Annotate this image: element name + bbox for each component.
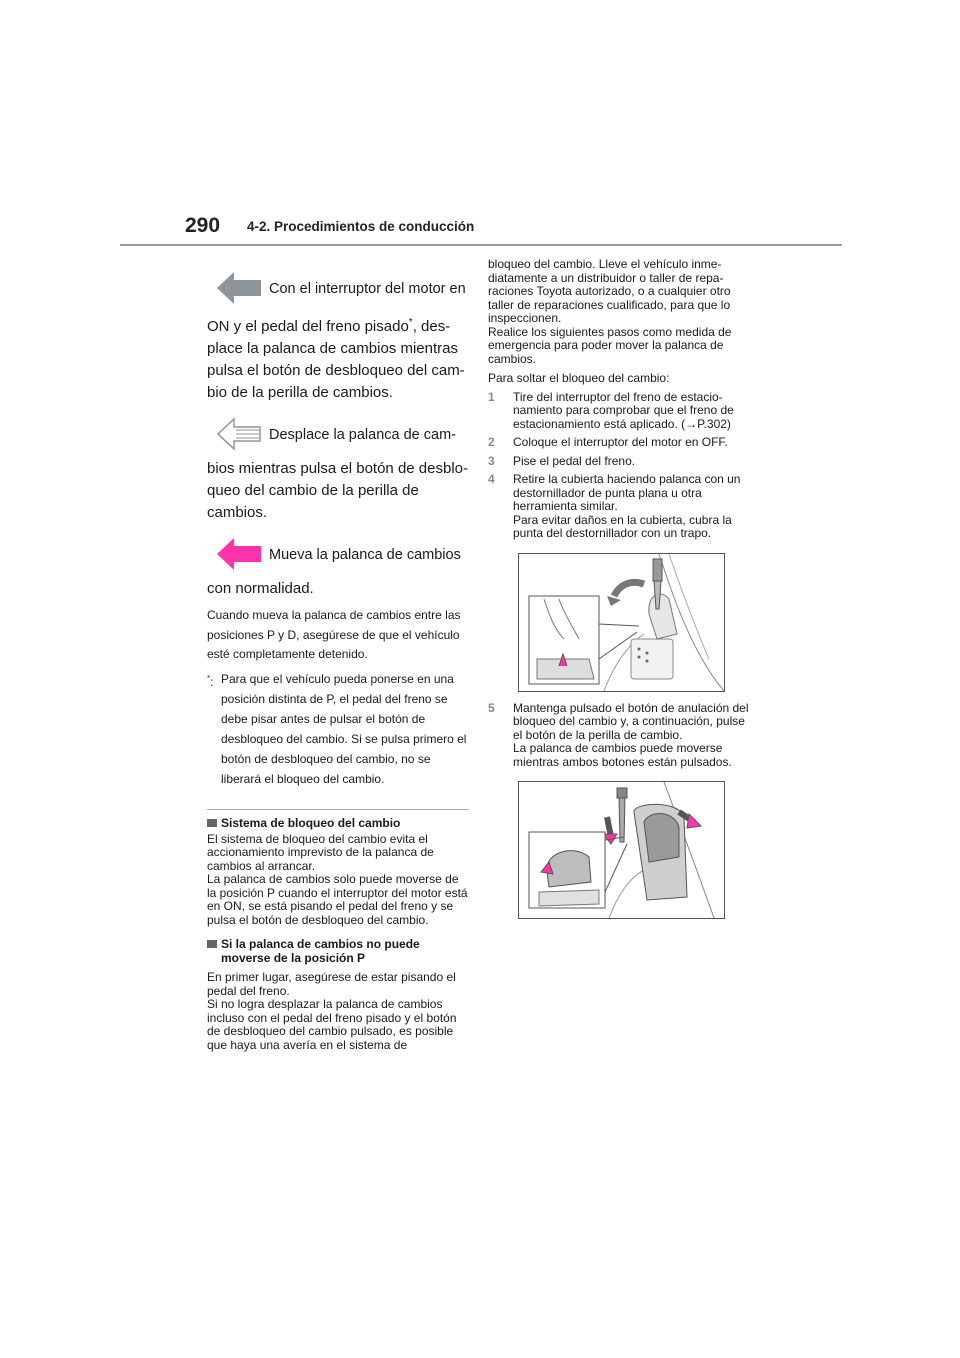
step-4-body (513, 473, 756, 541)
step-2-text: Coloque el interruptor del motor en OFF. (513, 435, 728, 449)
step-3-number: 3 (488, 453, 495, 468)
paragraph-1 (207, 312, 469, 404)
figure-press-buttons (518, 781, 725, 919)
paragraph-3: con normalidad. (207, 580, 314, 597)
footnote-asterisk: * (207, 673, 211, 683)
section-2-heading-text: Si la palanca de cambios no puede moverse de la posición P (221, 937, 420, 965)
paragraph-1-post: , des-place la palanca de cambios mientras pulsa el botón de desbloqueo del cam-bio de la perilla de cambios. (207, 318, 465, 401)
section-divider (207, 809, 469, 810)
step-1 (488, 391, 756, 432)
step-2 (488, 436, 756, 450)
step-4-text: Retire la cubierta haciendo palanca con un destornillador de punta plana u otra herramienta similar. (513, 472, 741, 513)
arrow-row-1 (207, 268, 469, 310)
step-1-text: Tire del interruptor del freno de estacio-namiento para comprobar que el freno de estacionamiento está aplicado. (→P.302) (513, 389, 734, 431)
section-2-heading (207, 937, 469, 965)
arrow-2-text: Desplace la palanca de cam- (269, 427, 456, 443)
paragraph-1-pre: ON y el pedal del freno pisado (207, 318, 409, 335)
page-header (0, 0, 960, 250)
step-2-number: 2 (488, 435, 495, 449)
shift-knob-buttons-illustration (519, 782, 724, 918)
footnote-text: Para que el vehículo pueda ponerse en una posición distinta de P, el pedal del freno se debe pisar antes de pulsar el botón de desbloqueo del cambio. Si se pulsa primero el botón de desbloqueo del cambio, no se liberará el bloqueo del cambio. (221, 671, 467, 786)
section-2-para-2: Si no logra desplazar la palanca de cambios incluso con el pedal del freno pisado y el botón de desbloqueo del cambio pulsado, es posible que haya una avería en el sistema de (207, 997, 457, 1052)
section-1-para-1: El sistema de bloqueo del cambio evita el accionamiento imprevisto de la palanca de cambios al arrancar. (207, 831, 434, 873)
paragraph-4: Cuando mueva la palanca de cambios entre las posiciones P y D, asegúrese de que el vehículo esté completamente detenido. (207, 608, 461, 661)
step-5-body (513, 702, 756, 770)
outlined-left-arrow-icon (217, 417, 261, 451)
gray-left-arrow-icon (217, 271, 261, 305)
arrow-row-3 (207, 534, 469, 576)
step-4-extra: Para evitar daños en la cubierta, cubra la punta del destornillador con un trapo. (513, 512, 732, 540)
step-4-number: 4 (488, 472, 495, 486)
left-column (207, 268, 469, 1052)
step-4 (488, 473, 756, 541)
section-1-heading (207, 816, 469, 830)
step-5-text: Mantenga pulsado el botón de anulación del bloqueo del cambio y, a continuación, pulse el botón de la perilla de cambio. (513, 700, 749, 742)
square-bullet-icon (207, 940, 217, 948)
square-bullet-icon (207, 819, 217, 827)
footnote-mark: * (408, 317, 413, 328)
arrow-1-text: Con el interruptor del motor en (269, 281, 466, 297)
footnote-label (207, 669, 221, 789)
step-5 (488, 702, 756, 770)
step-3 (488, 455, 756, 469)
step-5-extra: La palanca de cambios puede moverse mientras ambos botones están pulsados. (513, 741, 732, 769)
pink-left-arrow-icon (217, 537, 261, 571)
section-1-heading-text: Sistema de bloqueo del cambio (221, 815, 401, 830)
step-5-number: 5 (488, 700, 495, 715)
arrow-3-text: Mueva la palanca de cambios (269, 547, 461, 563)
step-3-text: Pise el pedal del freno. (513, 453, 636, 468)
section-1-para-2: La palanca de cambios solo puede moverse de la posición P cuando el interruptor del motor está en ON, se está pisando el pedal del freno y se pulsa el botón de desbloqueo del cambio. (207, 872, 468, 927)
section-2-para-1: En primer lugar, asegúrese de estar pisando el pedal del freno. (207, 970, 456, 998)
header-rule (120, 244, 842, 246)
page-number: 290 (185, 214, 221, 237)
paragraph-2: bios mientras pulsa el botón de desblo-queo del cambio de la perilla de cambios. (207, 460, 468, 521)
arrow-row-2 (207, 414, 469, 456)
right-column (488, 258, 756, 929)
right-para-3: Para soltar el bloqueo del cambio: (488, 371, 670, 385)
figure-remove-cover (518, 553, 725, 692)
section-title: 4-2. Procedimientos de conducción (247, 219, 475, 234)
footnote-colon: : (210, 674, 214, 689)
right-para-2: Realice los siguientes pasos como medida de emergencia para poder mover la palanca de cambios. (488, 324, 732, 366)
shift-cover-removal-illustration (519, 554, 724, 691)
footnote (207, 669, 469, 789)
right-para-1: bloqueo del cambio. Lleve el vehículo inme-diatamente a un distribuidor o taller de repa-raciones Toyota autorizado, o a cualquier otro taller de reparaciones cualificado, para que lo inspeccionen. (488, 257, 731, 325)
step-1-number: 1 (488, 389, 495, 404)
